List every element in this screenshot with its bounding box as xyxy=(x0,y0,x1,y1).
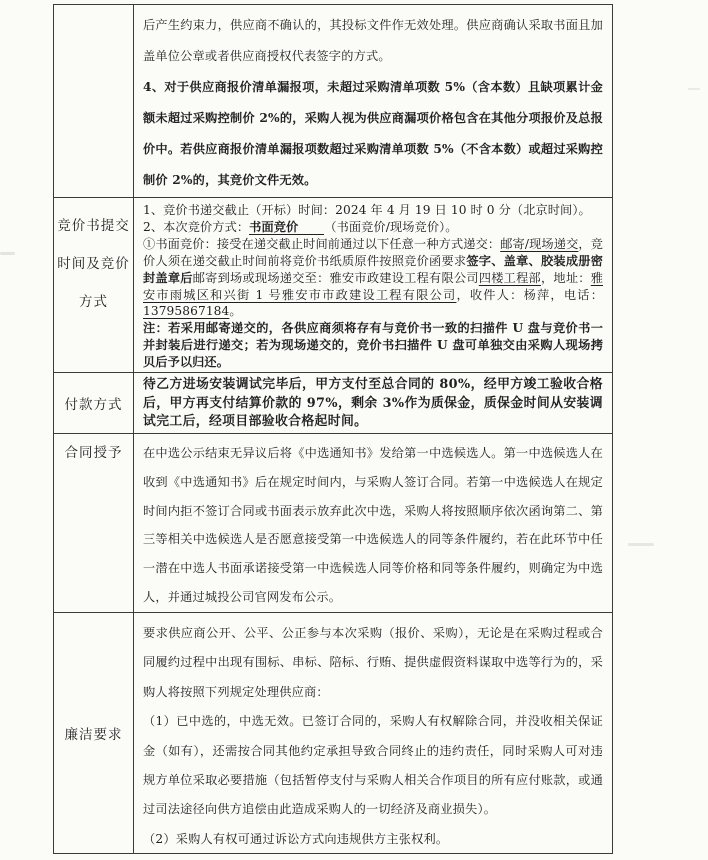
paragraph-integrity-clause-1: （1）已中选的，中选无效。已签订合同的，采购人有权解除合同，并没收相关保证金（如有），还需按合同其他约定承担导致合同终止的违约责任，同时采购人可对违规方单位采取必要措施（包括暂停支付与采购人相关合作项目的所有应付账款，或通过司法途径向供方追偿由此造成采购人的一切经济及商业损失）。 xyxy=(143,714,603,817)
payment-method-content xyxy=(134,373,612,433)
written-bid-delivery-details xyxy=(143,236,603,321)
row-header-text: 付款方式 xyxy=(64,397,123,413)
text-segment: （书面竞价/现场竞价）。 xyxy=(324,219,458,234)
text-segment: 。 xyxy=(229,304,242,319)
table-row-bid-validity-rules xyxy=(54,5,612,198)
text-segment: ①书面竞价：接受在递交截止时间前通过以下任意一种方式递交： xyxy=(143,236,501,251)
row-header-empty xyxy=(54,5,134,197)
row-header-integrity xyxy=(54,613,134,853)
company-address-underlined: 雅安市雨城区和兴街 1 号雅安市市政建设工程有限公司 xyxy=(143,270,604,302)
procurement-terms-table xyxy=(53,4,613,854)
bid-validity-rules-content xyxy=(134,5,612,197)
paragraph-award-procedure: 在中选公示结束无异议后将《中选通知书》发给第一中选候选人。第一中选候选人在收到《中选通知书》后在规定时间内，与采购人签订合同。若第一中选候选人在规定时间内拒不签订合同或书面表示放弃此次中选，采购人将按照顺序依次函询第二、第三等相关中选候选人是否愿意接受第一中选候选人的同等条件履约，若在此环节中任一潜在中选人书面承诺接受第一中选候选人同等价格和同等条件履约，则确定为中选人，并通过城投公司官网发布公示。 xyxy=(143,446,603,604)
table-row-submission-time-method xyxy=(54,198,612,373)
note-mailing-usb: 注：若采用邮寄递交的，各供应商须将存有与竞价书一致的扫描件 U 盘与竞价书一并封装后进行递交；若为现场递交的，竞价书扫描件 U 盘可单独交由采购人现场拷贝后予以归还。 xyxy=(143,321,603,370)
row-header-line: 竞价书提交 xyxy=(57,218,130,234)
paragraph-binding-force: 后产生约束力，供应商不确认的，其投标文件作无效处理。供应商确认采取书面且加盖单位公章或者供应商授权代表签字的方式。 xyxy=(143,18,603,63)
row-header-contract-award xyxy=(54,434,134,612)
office-location-underlined: 四楼工程部 xyxy=(478,270,541,285)
table-row-contract-award xyxy=(54,434,612,613)
row-header-submission-method xyxy=(54,198,134,372)
sealing-requirement-bold: 签字、盖章、胶装成册密封盖章后 xyxy=(143,253,603,285)
scan-artifact xyxy=(0,252,15,255)
contract-award-content xyxy=(134,434,612,612)
row-header-payment-method xyxy=(54,373,134,433)
text-segment: 2、本次竞价方式： xyxy=(143,219,250,234)
row-header-text: 合同授予 xyxy=(64,445,123,461)
table-row-payment-method xyxy=(54,373,612,434)
row-header-line: 时间及竞价 xyxy=(57,256,130,272)
delivery-method-underlined: 邮寄/现场递交 xyxy=(500,236,579,251)
text-segment: 1、竞价书递交截止（开标）时间：2024 年 4 月 19 日 10 时 0 分（北京时间）。 xyxy=(143,203,591,217)
bidding-method-line xyxy=(143,219,603,236)
scan-artifact xyxy=(688,88,700,90)
row-header-line: 方式 xyxy=(79,294,108,310)
integrity-requirements-content xyxy=(134,613,612,853)
scan-artifact xyxy=(628,543,654,546)
text-segment: ，地址： xyxy=(540,270,591,285)
submission-method-content xyxy=(134,198,612,372)
paragraph-payment-terms: 待乙方进场安装调试完毕后，甲方支付至总合同的 80%，经甲方竣工验收合格后，甲方再支付结算价款的 97%，剩余 3%作为质保金，质保金时间从安装调试完工后，经项目部验收合格起时间。 xyxy=(143,377,603,430)
table-row-integrity-requirements xyxy=(54,613,612,853)
text-segment: ，收件人：杨萍，电话： xyxy=(456,287,603,302)
phone-number: 13795867184 xyxy=(143,304,230,319)
bidding-method-underlined: 书面竞价 xyxy=(249,220,324,235)
submission-deadline-line xyxy=(143,202,603,219)
paragraph-integrity-clause-2: （2）采购人有权可通过诉讼方式向违规供方主张权利。 xyxy=(143,831,449,846)
text-segment: ，竞价人须在递交截止时间前将竞价书纸质原件按照竞价函要求 xyxy=(143,236,603,268)
row-header-text: 廉洁要求 xyxy=(64,727,123,743)
text-segment: 邮寄到场或现场递交至：雅安市政建设工程有限公司 xyxy=(192,270,479,285)
paragraph-integrity-intro: 要求供应商公开、公平、公正参与本次采购（报价、采购），无论是在采购过程或合同履约过程中出现有围标、串标、陪标、行贿、提供虚假资料谋取中选等行为的，采购人将按照下列规定处理供应商： xyxy=(143,626,603,699)
paragraph-missing-items-rule: 4、对于供应商报价清单漏报项，未超过采购清单项数 5%（含本数）且缺项累计金额未超过采购控制价 2%的，采购人视为供应商漏项价格包含在其他分项报价及总报价中。若供应商报价清单漏报项数超过采购清单项数 5%（不含本数）或超过采购控制价 2%的，其竞价文件无效。 xyxy=(143,79,603,187)
